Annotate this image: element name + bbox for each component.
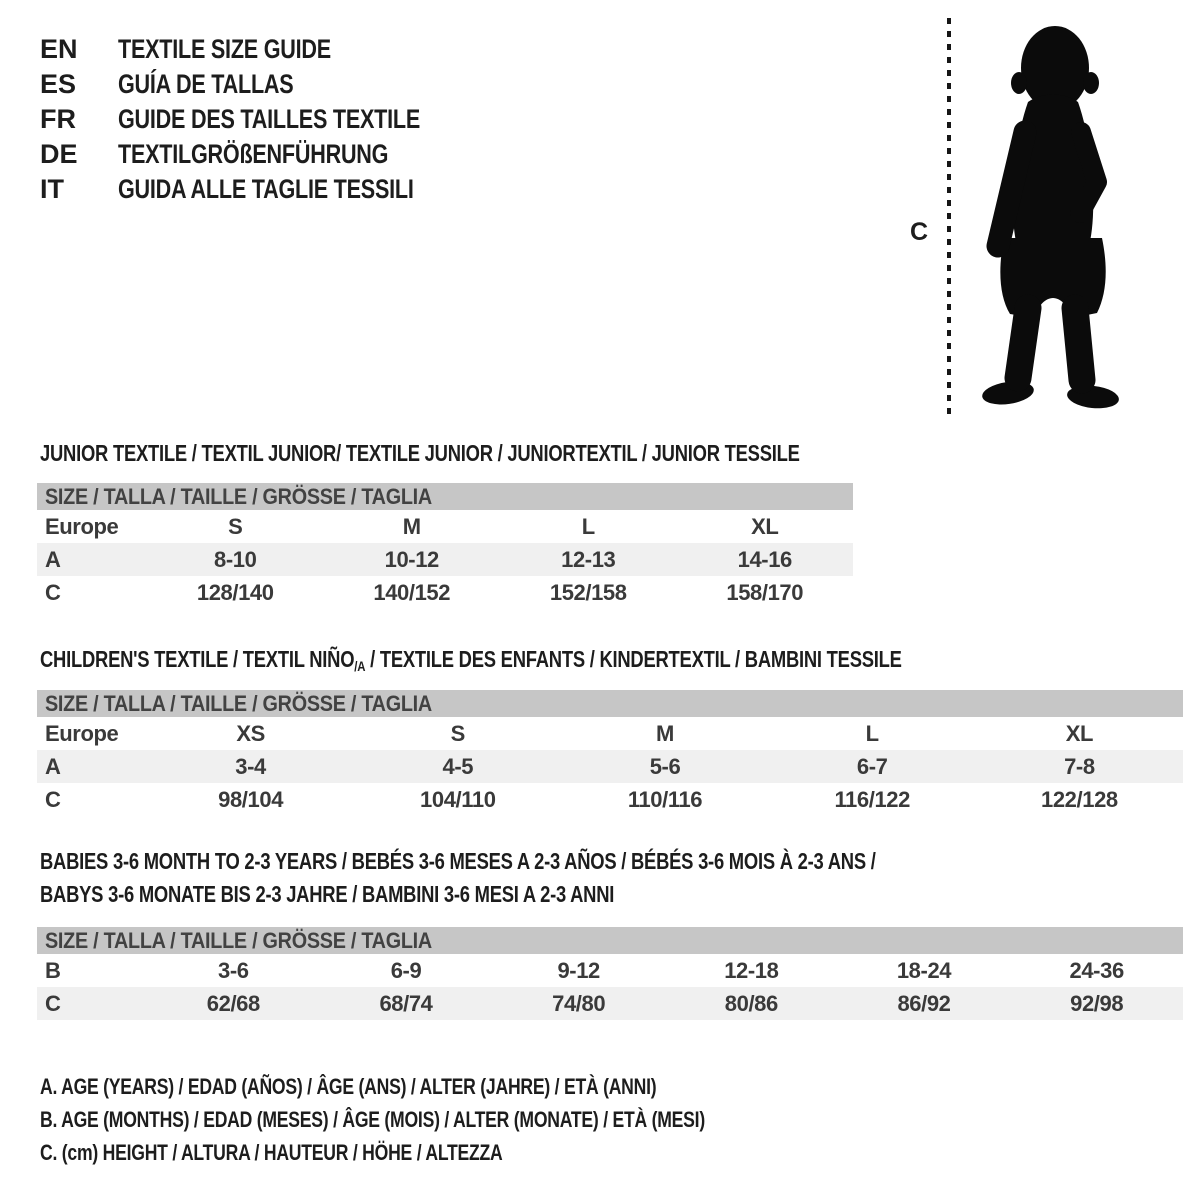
row-label: C [45,786,61,812]
size-value-cell: 122/128 [1041,786,1118,812]
language-title-list [40,32,496,207]
lang-title-de: TEXTILGRÖßENFÜHRUNG [118,139,389,169]
table-row [37,576,853,609]
lang-title-es: GUÍA DE TALLAS [118,69,294,99]
lang-row-es [40,67,496,102]
babies-size-header-label: SIZE / TALLA / TAILLE / GRÖSSE / TAGLIA [45,927,432,953]
legend-text-c: C. (cm) HEIGHT / ALTURA / HAUTEUR / HÖHE / ALTEZZA [40,1139,503,1165]
children-size-header-bar [37,690,1183,717]
lang-code-es: ES [40,69,77,99]
size-value-cell: 80/86 [724,990,778,1016]
size-value-cell: 3-4 [235,753,266,779]
row-label: Europe [45,513,119,539]
table-row [37,987,1183,1020]
size-value-cell: M [402,513,421,539]
children-title-sub: /A [354,658,366,675]
measure-legend [40,1070,871,1169]
size-value-cell: XS [236,720,265,746]
size-value-cell: 74/80 [552,990,606,1016]
size-value-cell: 12-13 [561,546,616,572]
size-value-cell: 98/104 [218,786,284,812]
size-value-cell: 6-7 [856,753,888,779]
junior-size-header-bar [37,483,853,510]
table-row [37,954,1183,987]
table-row [37,717,1183,750]
row-label: C [45,990,61,1016]
lang-code-it: IT [40,174,64,204]
size-value-cell: S [450,720,465,746]
size-value-cell: XL [1065,720,1094,746]
size-value-cell: 110/116 [627,786,703,812]
babies-size-table [37,927,1183,1020]
babies-title-line2: BABYS 3-6 MONATE BIS 2-3 JAHRE / BAMBINI 3-6 MESI A 2-3 ANNI [40,881,615,907]
size-value-cell: 18-24 [896,957,952,983]
row-label: C [45,579,61,605]
size-value-cell: 62/68 [206,990,260,1016]
size-value-cell: 92/98 [1070,990,1124,1016]
table-row [37,510,853,543]
size-value-cell: 8-10 [214,546,257,572]
lang-row-it [40,172,496,207]
legend-text-b: B. AGE (MONTHS) / EDAD (MESES) / ÂGE (MOIS) / ALTER (MONATE) / ETÀ (MESI) [40,1106,705,1132]
size-value-cell: 140/152 [373,579,451,605]
size-value-cell: M [656,720,674,746]
legend-line-b [40,1103,871,1136]
legend-line-a [40,1070,871,1103]
children-section-title [40,643,902,680]
size-value-cell: 6-9 [390,957,422,983]
children-title-pre: CHILDREN'S TEXTILE / TEXTIL NIÑO [40,646,355,672]
size-value-cell: L [865,720,879,746]
lang-row-fr [40,102,496,137]
babies-section-title [40,845,876,911]
children-title-post: / TEXTILE DES ENFANTS / KINDERTEXTIL / BAMBINI TESSILE [365,646,902,672]
row-label: B [45,957,61,983]
lang-title-fr: GUIDE DES TAILLES TEXTILE [118,104,421,134]
table-row [37,783,1183,816]
lang-title-en: TEXTILE SIZE GUIDE [118,34,331,64]
size-value-cell: 152/158 [549,579,627,605]
size-value-cell: 158/170 [726,579,804,605]
table-row [37,750,1183,783]
lang-row-de [40,137,496,172]
size-value-cell: 116/122 [834,786,910,812]
row-label: A [45,546,61,572]
size-value-cell: 104/110 [420,786,496,812]
size-value-cell: 3-6 [218,957,249,983]
junior-size-table [37,483,853,609]
babies-title-line1: BABIES 3-6 MONTH TO 2-3 YEARS / BEBÉS 3-6 MESES A 2-3 AÑOS / BÉBÉS 3-6 MOIS À 2-3 ANS / [40,848,876,874]
size-value-cell: S [228,513,243,539]
lang-code-en: EN [40,34,78,64]
height-measure-dashed-line [947,18,951,416]
size-value-cell: 10-12 [384,546,439,572]
row-label: A [45,753,61,779]
size-value-cell: 4-5 [442,753,474,779]
lang-row-en [40,32,496,67]
height-measure-c-label: C [910,218,929,246]
legend-text-a: A. AGE (YEARS) / EDAD (AÑOS) / ÂGE (ANS) / ALTER (JAHRE) / ETÀ (ANNI) [40,1073,657,1099]
toddler-silhouette-icon [968,20,1140,412]
lang-code-fr: FR [40,104,76,134]
junior-size-header-label: SIZE / TALLA / TAILLE / GRÖSSE / TAGLIA [45,483,432,509]
lang-title-it: GUIDA ALLE TAGLIE TESSILI [118,174,414,204]
size-value-cell: 9-12 [557,957,600,983]
table-row [37,543,853,576]
children-size-table [37,690,1183,816]
size-value-cell: 68/74 [379,990,433,1016]
lang-code-de: DE [40,139,78,169]
size-value-cell: L [581,513,595,539]
size-value-cell: 7-8 [1064,753,1095,779]
size-value-cell: 128/140 [196,579,274,605]
size-value-cell: 5-6 [649,753,681,779]
size-value-cell: XL [751,513,779,539]
children-size-header-label: SIZE / TALLA / TAILLE / GRÖSSE / TAGLIA [45,690,432,716]
size-value-cell: 12-18 [724,957,779,983]
legend-line-c [40,1136,871,1169]
row-label: Europe [45,720,119,746]
junior-section-title: JUNIOR TEXTILE / TEXTIL JUNIOR/ TEXTILE JUNIOR / JUNIORTEXTIL / JUNIOR TESSILE [40,440,800,466]
size-value-cell: 24-36 [1069,957,1124,983]
size-value-cell: 14-16 [737,546,792,572]
size-value-cell: 86/92 [897,990,951,1016]
babies-size-header-bar [37,927,1183,954]
